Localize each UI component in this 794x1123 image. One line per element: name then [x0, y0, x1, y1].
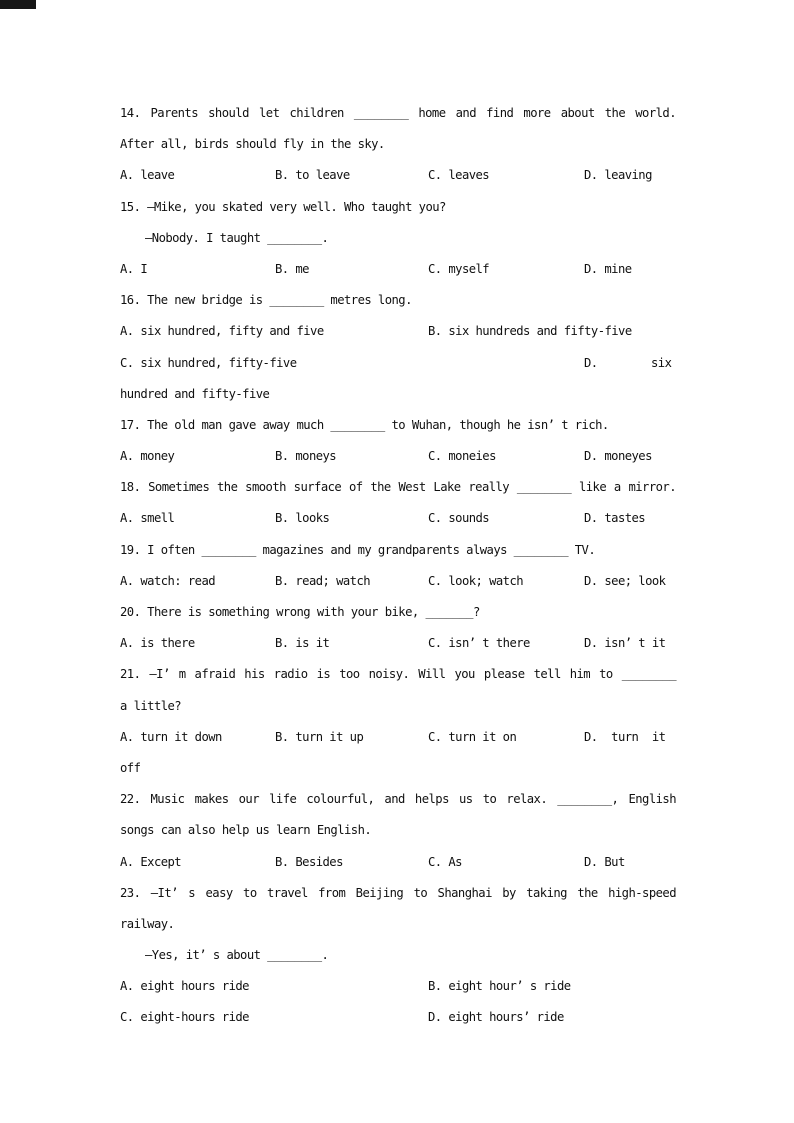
q21-option-d-cont: off	[120, 760, 141, 775]
q15-option-b: B. me	[275, 261, 309, 276]
q22-option-a: A. Except	[120, 854, 182, 869]
document-content	[120, 98, 676, 1034]
q19-options	[120, 566, 676, 597]
q19-stem-line-1	[120, 535, 676, 566]
q22-stem-cont: songs can also help us learn English.	[120, 823, 372, 838]
q18-option-d: D. tastes	[584, 511, 646, 526]
q23-options-row-2	[120, 1002, 676, 1033]
q22-stem: 22. Music makes our life colourful, and helps us to relax. ________, English	[120, 792, 676, 807]
q15-options	[120, 254, 676, 285]
q21-options	[120, 722, 676, 753]
q21-option-b: B. turn it up	[275, 729, 364, 744]
q21-stem-line-1	[120, 659, 676, 690]
q18-option-c: C. sounds	[428, 511, 490, 526]
q19-option-d: D. see; look	[584, 573, 666, 588]
q15-option-a: A. I	[120, 261, 148, 276]
q15-stem-line-2	[120, 223, 676, 254]
q23-stem-line-2	[120, 909, 676, 940]
q21-stem-cont: a little?	[120, 698, 182, 713]
q23-stem: 23. —It’ s easy to travel from Beijing to Shanghai by taking the high-speed	[120, 885, 676, 900]
q15-option-d: D. mine	[584, 261, 632, 276]
scan-artifact	[0, 0, 36, 9]
q14-stem: 14. Parents should let children ________ home and find more about the world.	[120, 106, 676, 120]
q17-stem-line-1	[120, 410, 676, 441]
q20-option-a: A. is there	[120, 636, 195, 651]
q21-stem: 21. —I’ m afraid his radio is too noisy. Will you please tell him to ________	[120, 667, 676, 682]
q14-stem-line-1	[120, 98, 676, 129]
q21-stem-line-2	[120, 691, 676, 722]
q17-option-d: D. moneyes	[584, 449, 652, 464]
q14-stem-line-2	[120, 129, 676, 160]
q22-option-d: D. But	[584, 854, 625, 869]
q17-option-c: C. moneies	[428, 449, 496, 464]
q19-option-c: C. look; watch	[428, 573, 524, 588]
q14-stem-cont: After all, birds should fly in the sky.	[120, 137, 385, 152]
q15-option-c: C. myself	[428, 261, 490, 276]
q23-stem-cont: railway.	[120, 916, 175, 931]
q14-option-c: C. leaves	[428, 168, 490, 183]
q22-stem-line-1	[120, 784, 676, 815]
q16-stem-line-1	[120, 285, 676, 316]
q18-options	[120, 503, 676, 534]
q16-options-row-3	[120, 379, 676, 410]
q14-option-d: D. leaving	[584, 168, 652, 183]
q16-options-row-2	[120, 348, 676, 379]
q19-option-a: A. watch: read	[120, 573, 216, 588]
q18-stem-line-1	[120, 472, 676, 503]
q16-option-d-word: six	[651, 355, 672, 370]
q22-options	[120, 847, 676, 878]
q23-options-row-1	[120, 971, 676, 1002]
q20-stem-line-1	[120, 597, 676, 628]
q16-options-row-1	[120, 316, 676, 347]
q21-options-cont	[120, 753, 676, 784]
q16-option-b: B. six hundreds and fifty-five	[428, 324, 632, 339]
q17-stem: 17. The old man gave away much ________ to Wuhan, though he isn’ t rich.	[120, 417, 609, 432]
q18-option-a: A. smell	[120, 511, 175, 526]
q20-stem: 20. There is something wrong with your bike, _______?	[120, 605, 480, 619]
q20-option-d: D. isn’ t it	[584, 636, 666, 651]
q14-option-b: B. to leave	[275, 168, 350, 183]
q23-option-d: D. eight hours’ ride	[428, 1010, 564, 1025]
q23-option-a: A. eight hours ride	[120, 979, 249, 994]
q17-option-b: B. moneys	[275, 449, 337, 464]
q20-options	[120, 628, 676, 659]
q16-option-d-label: D.	[584, 355, 598, 370]
q23-stem-line-3	[120, 940, 676, 971]
q17-options	[120, 441, 676, 472]
q21-option-d: D. turn it	[584, 729, 666, 744]
q15-stem: 15. —Mike, you skated very well. Who taught you?	[120, 199, 446, 214]
q22-option-c: C. As	[428, 854, 462, 869]
q19-stem: 19. I often ________ magazines and my grandparents always ________ TV.	[120, 542, 596, 557]
q14-options	[120, 160, 676, 191]
q16-option-d-cont: hundred and fifty-five	[120, 386, 270, 401]
q16-option-c: C. six hundred, fifty-five	[120, 355, 297, 370]
q23-stem-reply: —Yes, it’ s about ________.	[145, 948, 329, 963]
q21-option-a: A. turn it down	[120, 729, 222, 744]
q22-stem-line-2	[120, 815, 676, 846]
q23-stem-line-1	[120, 878, 676, 909]
q16-stem: 16. The new bridge is ________ metres long.	[120, 293, 412, 308]
q22-option-b: B. Besides	[275, 854, 343, 869]
q21-option-c: C. turn it on	[428, 729, 517, 744]
q16-option-a: A. six hundred, fifty and five	[120, 324, 324, 339]
q20-option-b: B. is it	[275, 636, 330, 651]
q19-option-b: B. read; watch	[275, 573, 371, 588]
q23-option-b: B. eight hour’ s ride	[428, 979, 571, 994]
q18-option-b: B. looks	[275, 511, 330, 526]
q23-option-c: C. eight-hours ride	[120, 1010, 249, 1025]
q20-option-c: C. isn’ t there	[428, 636, 530, 651]
q17-option-a: A. money	[120, 449, 175, 464]
q15-stem-reply: —Nobody. I taught ________.	[145, 230, 329, 245]
q15-stem-line-1	[120, 192, 676, 223]
q18-stem: 18. Sometimes the smooth surface of the West Lake really ________ like a mirror.	[120, 480, 676, 495]
q14-option-a: A. leave	[120, 168, 175, 183]
